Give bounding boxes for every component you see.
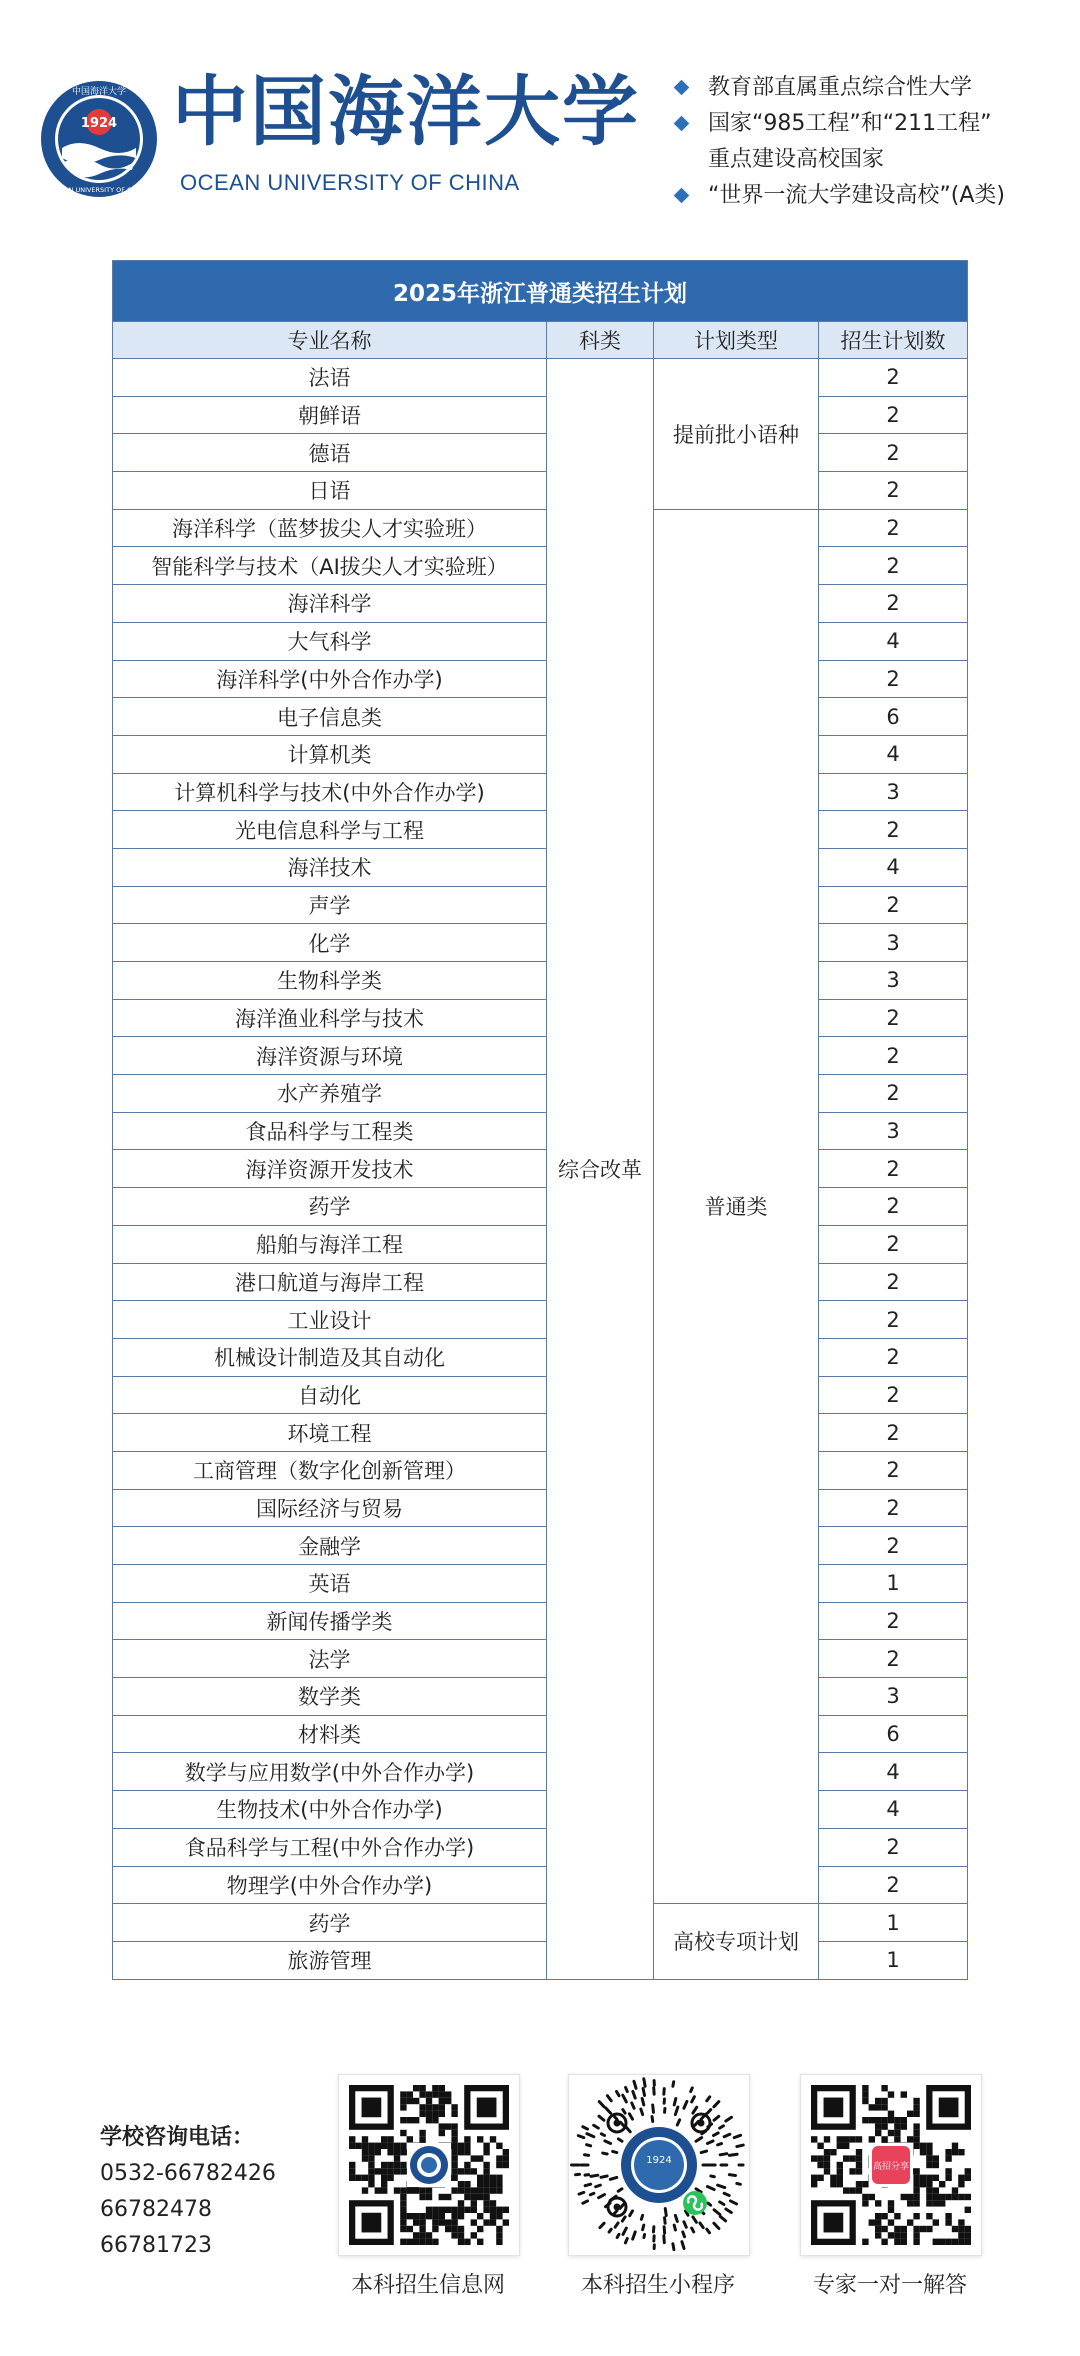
table-row bbox=[113, 1414, 968, 1452]
quota-cell: 2 bbox=[819, 1489, 968, 1527]
table-body bbox=[113, 359, 968, 1980]
table-row bbox=[113, 886, 968, 924]
mini-program-code-icon bbox=[569, 2075, 749, 2255]
quota-cell: 2 bbox=[819, 1150, 968, 1188]
table-row bbox=[113, 848, 968, 886]
diamond-bullet-icon bbox=[674, 188, 690, 204]
quota-cell: 4 bbox=[819, 735, 968, 773]
quota-cell: 2 bbox=[819, 1602, 968, 1640]
quota-cell: 2 bbox=[819, 585, 968, 623]
quota-cell: 2 bbox=[819, 660, 968, 698]
major-name-cell: 数学与应用数学(中外合作办学) bbox=[113, 1753, 547, 1791]
major-name-cell: 日语 bbox=[113, 472, 547, 510]
qr-code-mini-program[interactable] bbox=[568, 2074, 750, 2256]
major-name-cell: 化学 bbox=[113, 924, 547, 962]
contact-label: 学校咨询电话： bbox=[100, 2125, 255, 2150]
major-name-cell: 英语 bbox=[113, 1565, 547, 1603]
quota-cell: 2 bbox=[819, 1301, 968, 1339]
table-row bbox=[113, 585, 968, 623]
major-name-cell: 国际经济与贸易 bbox=[113, 1489, 547, 1527]
qr-caption: 专家一对一解答 bbox=[812, 2273, 967, 2298]
logo-year: 1924 bbox=[80, 116, 118, 131]
column-header-quota: 招生计划数 bbox=[819, 322, 968, 359]
major-name-cell: 工业设计 bbox=[113, 1301, 547, 1339]
quota-cell: 3 bbox=[819, 773, 968, 811]
major-name-cell: 海洋渔业科学与技术 bbox=[113, 999, 547, 1037]
table-row bbox=[113, 1075, 968, 1113]
major-name-cell: 食品科学与工程(中外合作办学) bbox=[113, 1828, 547, 1866]
major-name-cell: 智能科学与技术（AI拔尖人才实验班） bbox=[113, 547, 547, 585]
quota-cell: 2 bbox=[819, 1338, 968, 1376]
quota-cell: 6 bbox=[819, 698, 968, 736]
table-row bbox=[113, 962, 968, 1000]
column-header-major: 专业名称 bbox=[113, 322, 547, 359]
quota-cell: 2 bbox=[819, 1188, 968, 1226]
quota-cell: 4 bbox=[819, 1753, 968, 1791]
quota-cell: 2 bbox=[819, 1414, 968, 1452]
diamond-bullet-icon bbox=[674, 116, 690, 132]
major-name-cell: 声学 bbox=[113, 886, 547, 924]
table-row bbox=[113, 509, 968, 547]
column-header-plan-type: 计划类型 bbox=[654, 322, 819, 359]
quota-cell: 1 bbox=[819, 1904, 968, 1942]
table-row bbox=[113, 1753, 968, 1791]
major-name-cell: 海洋技术 bbox=[113, 848, 547, 886]
table-row bbox=[113, 811, 968, 849]
category-cell: 综合改革 bbox=[547, 359, 654, 1980]
table-row bbox=[113, 1941, 968, 1979]
table-row bbox=[113, 1376, 968, 1414]
table-row bbox=[113, 1565, 968, 1603]
table-row bbox=[113, 1904, 968, 1942]
table-row bbox=[113, 924, 968, 962]
phone-number: 0532-66782426 bbox=[100, 2161, 276, 2186]
table-row bbox=[113, 1602, 968, 1640]
quota-cell: 2 bbox=[819, 359, 968, 397]
quota-cell: 2 bbox=[819, 472, 968, 510]
major-name-cell: 法学 bbox=[113, 1640, 547, 1678]
major-name-cell: 电子信息类 bbox=[113, 698, 547, 736]
table-row bbox=[113, 1263, 968, 1301]
plan-type-cell: 高校专项计划 bbox=[654, 1904, 819, 1979]
quota-cell: 3 bbox=[819, 1678, 968, 1716]
major-name-cell: 船舶与海洋工程 bbox=[113, 1225, 547, 1263]
quota-cell: 2 bbox=[819, 509, 968, 547]
major-name-cell: 自动化 bbox=[113, 1376, 547, 1414]
table-row bbox=[113, 1037, 968, 1075]
admission-plan-table bbox=[112, 260, 968, 1980]
table-row bbox=[113, 1112, 968, 1150]
table-row bbox=[113, 1489, 968, 1527]
quota-cell: 2 bbox=[819, 1225, 968, 1263]
quota-cell: 4 bbox=[819, 1791, 968, 1829]
major-name-cell: 法语 bbox=[113, 359, 547, 397]
major-name-cell: 生物技术(中外合作办学) bbox=[113, 1791, 547, 1829]
quota-cell: 2 bbox=[819, 547, 968, 585]
highlight-item: 教育部直属重点综合性大学 bbox=[670, 70, 1070, 106]
quota-cell: 3 bbox=[819, 924, 968, 962]
mini-program-center-year: 1924 bbox=[646, 2155, 672, 2166]
quota-cell: 2 bbox=[819, 1376, 968, 1414]
quota-cell: 4 bbox=[819, 622, 968, 660]
logo-ring-bottom: OCEAN UNIVERSITY OF CHINA bbox=[50, 186, 148, 194]
table-row bbox=[113, 1225, 968, 1263]
table-row bbox=[113, 1301, 968, 1339]
major-name-cell: 机械设计制造及其自动化 bbox=[113, 1338, 547, 1376]
major-name-cell: 海洋科学 bbox=[113, 585, 547, 623]
major-name-cell: 旅游管理 bbox=[113, 1941, 547, 1979]
table-title: 2025年浙江普通类招生计划 bbox=[113, 261, 968, 322]
major-name-cell: 光电信息科学与工程 bbox=[113, 811, 547, 849]
quota-cell: 2 bbox=[819, 1828, 968, 1866]
table-row bbox=[113, 472, 968, 510]
quota-cell: 2 bbox=[819, 999, 968, 1037]
diamond-bullet-icon bbox=[674, 80, 690, 96]
major-name-cell: 药学 bbox=[113, 1904, 547, 1942]
logo-ring-top: 中国海洋大学 bbox=[71, 87, 127, 97]
logo-emblem-icon bbox=[38, 78, 160, 200]
quota-cell: 4 bbox=[819, 848, 968, 886]
table-row bbox=[113, 1791, 968, 1829]
quota-cell: 2 bbox=[819, 1451, 968, 1489]
table-row bbox=[113, 1866, 968, 1904]
highlight-item: 国家“985工程”和“211工程” 重点建设高校国家 bbox=[670, 106, 1070, 178]
major-name-cell: 海洋科学(中外合作办学) bbox=[113, 660, 547, 698]
quota-cell: 1 bbox=[819, 1941, 968, 1979]
major-name-cell: 药学 bbox=[113, 1188, 547, 1226]
highlight-list bbox=[670, 70, 1070, 214]
column-header-category: 科类 bbox=[547, 322, 654, 359]
table-row bbox=[113, 735, 968, 773]
major-name-cell: 物理学(中外合作办学) bbox=[113, 1866, 547, 1904]
phone-number: 66781723 bbox=[100, 2233, 212, 2258]
qr-caption: 本科招生信息网 bbox=[350, 2273, 505, 2298]
qr-code-admission-website[interactable] bbox=[338, 2074, 520, 2256]
quota-cell: 2 bbox=[819, 396, 968, 434]
major-name-cell: 金融学 bbox=[113, 1527, 547, 1565]
quota-cell: 1 bbox=[819, 1565, 968, 1603]
table-row bbox=[113, 1451, 968, 1489]
table-row bbox=[113, 1188, 968, 1226]
university-name-en: OCEAN UNIVERSITY OF CHINA bbox=[180, 170, 520, 195]
quota-cell: 2 bbox=[819, 1640, 968, 1678]
plan-type-cell: 普通类 bbox=[654, 509, 819, 1903]
major-name-cell: 数学类 bbox=[113, 1678, 547, 1716]
table-row bbox=[113, 1828, 968, 1866]
major-name-cell: 朝鲜语 bbox=[113, 396, 547, 434]
table-row bbox=[113, 434, 968, 472]
major-name-cell: 计算机类 bbox=[113, 735, 547, 773]
qr-center-label: 高招分享 bbox=[872, 2162, 910, 2172]
quota-cell: 6 bbox=[819, 1715, 968, 1753]
phone-number: 66782478 bbox=[100, 2197, 212, 2222]
table-row bbox=[113, 1338, 968, 1376]
table-row bbox=[113, 359, 968, 397]
quota-cell: 2 bbox=[819, 1263, 968, 1301]
university-logo bbox=[38, 78, 160, 200]
table-row bbox=[113, 396, 968, 434]
quota-cell: 2 bbox=[819, 1037, 968, 1075]
table-row bbox=[113, 1527, 968, 1565]
major-name-cell: 工商管理（数字化创新管理） bbox=[113, 1451, 547, 1489]
table-row bbox=[113, 547, 968, 585]
table-row bbox=[113, 660, 968, 698]
major-name-cell: 环境工程 bbox=[113, 1414, 547, 1452]
qr-caption: 本科招生小程序 bbox=[580, 2273, 735, 2298]
quota-cell: 2 bbox=[819, 886, 968, 924]
qr-code-expert-consult[interactable] bbox=[800, 2074, 982, 2256]
quota-cell: 2 bbox=[819, 1866, 968, 1904]
major-name-cell: 海洋科学（蓝梦拔尖人才实验班） bbox=[113, 509, 547, 547]
major-name-cell: 海洋资源开发技术 bbox=[113, 1150, 547, 1188]
quota-cell: 2 bbox=[819, 1527, 968, 1565]
table-row bbox=[113, 1678, 968, 1716]
highlight-item: “世界一流大学建设高校”(A类) bbox=[670, 178, 1070, 214]
table-row bbox=[113, 1640, 968, 1678]
table-row bbox=[113, 999, 968, 1037]
qr-pattern-icon bbox=[801, 2075, 981, 2255]
quota-cell: 2 bbox=[819, 811, 968, 849]
contact-info bbox=[100, 2120, 276, 2264]
plan-type-cell: 提前批小语种 bbox=[654, 359, 819, 510]
major-name-cell: 材料类 bbox=[113, 1715, 547, 1753]
table-row bbox=[113, 698, 968, 736]
major-name-cell: 港口航道与海岸工程 bbox=[113, 1263, 547, 1301]
major-name-cell: 德语 bbox=[113, 434, 547, 472]
major-name-cell: 生物科学类 bbox=[113, 962, 547, 1000]
quota-cell: 2 bbox=[819, 1075, 968, 1113]
table-row bbox=[113, 1715, 968, 1753]
major-name-cell: 新闻传播学类 bbox=[113, 1602, 547, 1640]
table-row bbox=[113, 622, 968, 660]
quota-cell: 3 bbox=[819, 962, 968, 1000]
quota-cell: 2 bbox=[819, 434, 968, 472]
table-header-row bbox=[113, 322, 968, 359]
qr-pattern-icon bbox=[339, 2075, 519, 2255]
university-name-cn: 中国海洋大学 bbox=[172, 67, 640, 156]
major-name-cell: 水产养殖学 bbox=[113, 1075, 547, 1113]
table-row bbox=[113, 1150, 968, 1188]
major-name-cell: 大气科学 bbox=[113, 622, 547, 660]
table-row bbox=[113, 773, 968, 811]
major-name-cell: 计算机科学与技术(中外合作办学) bbox=[113, 773, 547, 811]
quota-cell: 3 bbox=[819, 1112, 968, 1150]
major-name-cell: 食品科学与工程类 bbox=[113, 1112, 547, 1150]
major-name-cell: 海洋资源与环境 bbox=[113, 1037, 547, 1075]
